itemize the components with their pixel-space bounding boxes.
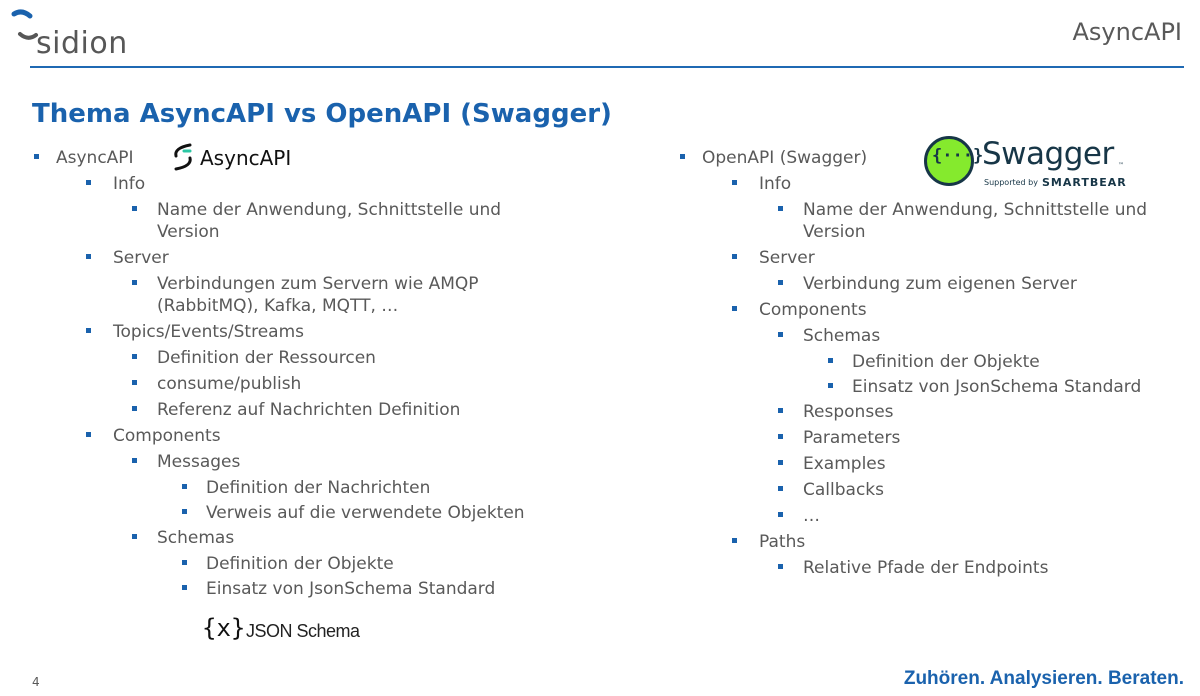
list-item — [680, 173, 1190, 195]
asyncapi-logo-text: AsyncAPI — [200, 146, 292, 170]
list-item-text: Parameters — [803, 428, 901, 448]
bullet-icon — [132, 458, 137, 463]
bullet-icon — [732, 254, 737, 259]
bullet-icon — [778, 332, 783, 337]
bullet-icon — [778, 434, 783, 439]
bullet-icon — [182, 509, 187, 514]
bullet-icon — [86, 432, 91, 437]
bullet-icon — [132, 406, 137, 411]
bullet-icon — [778, 564, 783, 569]
list-item — [680, 505, 1190, 527]
list-item-text: Verbindungen zum Servern wie AMQP (RabbitMQ), Kafka, MQTT, … — [157, 274, 479, 316]
list-item — [680, 199, 1163, 243]
list-item-text: Verbindung zum eigenen Server — [803, 274, 1077, 294]
swagger-logo-text: Swagger — [982, 136, 1114, 172]
bullet-icon — [182, 560, 187, 565]
bullet-icon — [828, 358, 833, 363]
list-item — [680, 376, 1190, 398]
bullet-icon — [182, 585, 187, 590]
list-item — [680, 427, 1190, 449]
list-item-text: Examples — [803, 454, 886, 474]
bullet-icon — [132, 534, 137, 539]
list-item — [34, 321, 594, 343]
bullet-icon — [828, 383, 833, 388]
list-item — [680, 351, 1190, 373]
list-item — [34, 373, 594, 395]
list-item — [34, 425, 594, 447]
bullet-icon — [732, 306, 737, 311]
smartbear-brand: SMARTBEAR — [1042, 176, 1127, 189]
bullet-icon — [86, 180, 91, 185]
list-item-text: Name der Anwendung, Schnittstelle und Version — [157, 200, 502, 242]
swagger-supported-by: Supported by — [984, 178, 1038, 187]
bullet-icon — [680, 154, 685, 159]
list-item — [34, 273, 517, 317]
list-item-text: Messages — [157, 452, 241, 472]
list-item — [34, 399, 594, 421]
bullet-icon — [86, 254, 91, 259]
list-item — [34, 578, 594, 600]
list-item — [680, 247, 1190, 269]
slide-title: Thema AsyncAPI vs OpenAPI (Swagger) — [32, 99, 612, 129]
list-item-text: Name der Anwendung, Schnittstelle und Version — [803, 200, 1148, 242]
list-item-text: Info — [113, 174, 146, 194]
list-item-text: Definition der Ressourcen — [157, 348, 376, 368]
list-item-text: Info — [759, 174, 792, 194]
list-item — [34, 527, 594, 549]
json-schema-icon: {x} — [202, 614, 246, 642]
list-item — [680, 453, 1190, 475]
brand-name: sidion — [36, 26, 128, 61]
bullet-icon — [732, 180, 737, 185]
list-item — [34, 451, 594, 473]
bullet-icon — [778, 206, 783, 211]
list-item-text: Server — [113, 248, 169, 268]
list-item-text: Definition der Objekte — [206, 554, 394, 574]
openapi-column — [680, 147, 1190, 583]
list-item — [34, 199, 517, 243]
list-item-text: Components — [113, 426, 221, 446]
list-item-text: Server — [759, 248, 815, 268]
page-number: 4 — [32, 675, 40, 689]
bullet-icon — [778, 512, 783, 517]
list-item — [680, 273, 1190, 295]
bullet-icon — [34, 154, 39, 159]
list-item-text: Einsatz von JsonSchema Standard — [852, 377, 1142, 397]
list-item — [34, 477, 594, 499]
sidion-logo — [10, 8, 150, 61]
list-item-text: Components — [759, 300, 867, 320]
footer-slogan: Zuhören. Analysieren. Beraten. — [903, 668, 1184, 689]
list-item-text: Responses — [803, 402, 894, 422]
list-item — [680, 531, 1190, 553]
bullet-icon — [778, 280, 783, 285]
list-item-text: Definition der Nachrichten — [206, 478, 431, 498]
bullet-icon — [778, 408, 783, 413]
bullet-icon — [778, 486, 783, 491]
list-item — [680, 147, 1190, 169]
openapi-heading: OpenAPI (Swagger) — [702, 148, 868, 168]
list-item — [34, 147, 594, 169]
list-item-text: Definition der Objekte — [852, 352, 1040, 372]
bullet-icon — [132, 280, 137, 285]
list-item-text: Schemas — [803, 326, 881, 346]
list-item-text: Topics/Events/Streams — [113, 322, 304, 342]
json-schema-logo — [202, 612, 362, 654]
list-item — [680, 557, 1190, 579]
list-item — [680, 401, 1190, 423]
asyncapi-column — [34, 147, 594, 603]
list-item-text: Verweis auf die verwendete Objekten — [206, 503, 525, 523]
list-item — [680, 299, 1190, 321]
bullet-icon — [132, 380, 137, 385]
swagger-trademark: ™ — [1118, 162, 1124, 169]
bullet-icon — [132, 206, 137, 211]
list-item — [34, 173, 594, 195]
topic-label: AsyncAPI — [1072, 18, 1182, 46]
list-item-text: Einsatz von JsonSchema Standard — [206, 579, 496, 599]
swagger-braces-icon: {···} — [932, 146, 984, 166]
list-item-text: Referenz auf Nachrichten Definition — [157, 400, 461, 420]
list-item — [34, 347, 594, 369]
bullet-icon — [132, 354, 137, 359]
asyncapi-heading: AsyncAPI — [56, 148, 134, 168]
list-item-text: Relative Pfade der Endpoints — [803, 558, 1049, 578]
json-schema-logo-text: JSON Schema — [246, 621, 360, 641]
list-item-text: Schemas — [157, 528, 235, 548]
list-item — [680, 325, 1190, 347]
bullet-icon — [86, 328, 91, 333]
list-item — [34, 247, 594, 269]
header-divider — [30, 66, 1184, 68]
list-item — [34, 553, 594, 575]
list-item-text: Callbacks — [803, 480, 884, 500]
list-item-text: consume/publish — [157, 374, 302, 394]
bullet-icon — [778, 460, 783, 465]
list-item-text: Paths — [759, 532, 806, 552]
list-item — [34, 502, 594, 524]
bullet-icon — [732, 538, 737, 543]
list-item — [680, 479, 1190, 501]
list-item-text: … — [803, 506, 820, 526]
bullet-icon — [182, 484, 187, 489]
